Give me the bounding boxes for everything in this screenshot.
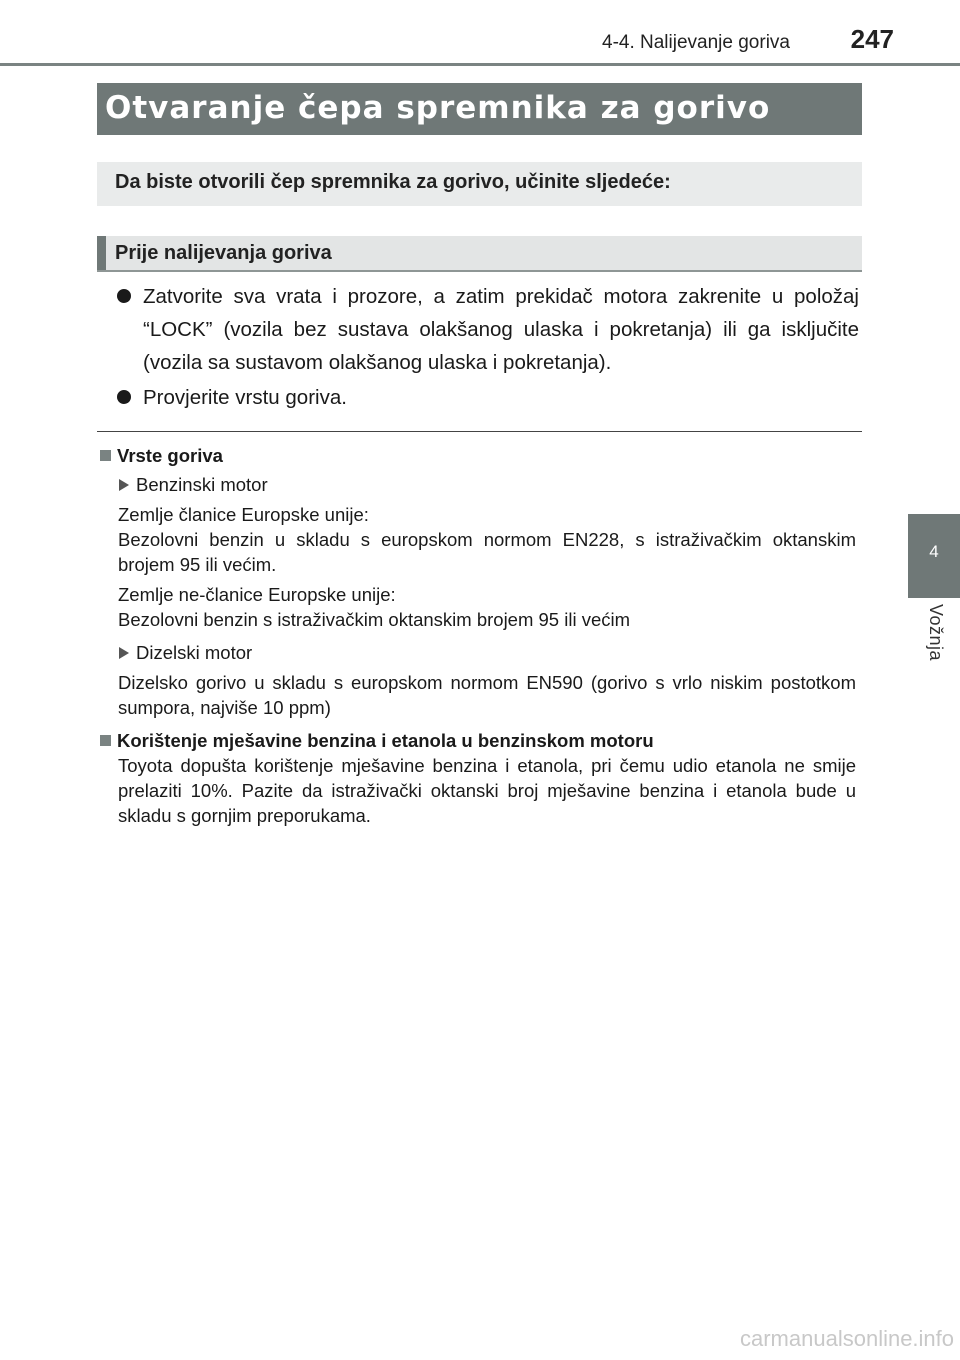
intro-box	[97, 162, 862, 206]
note-sub-petrol	[99, 472, 856, 497]
note-paragraph: Bezolovni benzin u skladu s europskom normom EN228, s istraživačkim oktanskim brojem 95 ili većim.	[118, 529, 856, 575]
bullet-item	[117, 280, 859, 379]
note-title-fuel-types	[99, 443, 856, 468]
note-title-ethanol	[99, 728, 856, 753]
subheading-bar	[97, 236, 862, 272]
note-paragraph: Bezolovni benzin s istraživačkim oktanskim brojem 95 ili većim	[118, 609, 631, 630]
bullet-text: Zatvorite sva vrata i prozore, a zatim prekidač motora zakrenite u položaj “LOCK” (vozila bez sustava olakšanog ulaska i pokretanja) ili ga isključite (vozila sa sustavom olakšanog ulaska i pokretanja).	[143, 285, 859, 374]
subheading-text: Prije nalijevanja goriva	[115, 242, 332, 264]
chapter-tab	[908, 514, 960, 598]
square-bullet-icon	[100, 735, 111, 746]
bullet-dot-icon	[117, 289, 131, 303]
page-title: Otvaranje čepa spremnika za gorivo	[105, 90, 771, 126]
triangle-bullet-icon	[119, 647, 129, 659]
bullet-list	[117, 280, 859, 416]
intro-text: Da biste otvorili čep spremnika za gorivo, učinite sljedeće:	[115, 171, 671, 193]
section-divider	[97, 431, 862, 432]
note-paragraph: Toyota dopušta korištenje mješavine benzina i etanola, pri čemu udio etanola ne smije prelaziti 10%. Pazite da istraživački oktanski broj mješavine benzina i etanola bude u skladu s gornjim preporukama.	[118, 755, 856, 826]
note-paragraph: Zemlje članice Europske unije:	[118, 504, 369, 525]
triangle-bullet-icon	[119, 479, 129, 491]
bullet-text: Provjerite vrstu goriva.	[143, 386, 347, 409]
header-rule	[0, 63, 960, 66]
watermark: carmanualsonline.info	[740, 1326, 955, 1351]
chapter-tab-label: Vožnja	[926, 604, 946, 662]
notes-section	[99, 442, 856, 828]
note-title-text: Korištenje mješavine benzina i etanola u benzinskom motoru	[117, 730, 654, 751]
note-sub-text: Benzinski motor	[136, 474, 268, 495]
page-number: 247	[850, 24, 894, 54]
chapter-tab-number: 4	[929, 542, 939, 561]
header-section-title: 4-4. Nalijevanje goriva	[602, 32, 790, 53]
note-sub-diesel	[99, 640, 856, 665]
note-title-text: Vrste goriva	[117, 445, 223, 466]
subheading-marker	[97, 236, 106, 270]
bullet-item	[117, 381, 859, 414]
note-paragraph: Dizelsko gorivo u skladu s europskom normom EN590 (gorivo s vrlo niskim postotkom sumpora, najviše 10 ppm)	[118, 672, 856, 718]
page-title-bar	[97, 83, 862, 135]
note-paragraph: Zemlje ne-članice Europske unije:	[118, 584, 396, 605]
bullet-dot-icon	[117, 390, 131, 404]
square-bullet-icon	[100, 450, 111, 461]
note-sub-text: Dizelski motor	[136, 642, 253, 663]
